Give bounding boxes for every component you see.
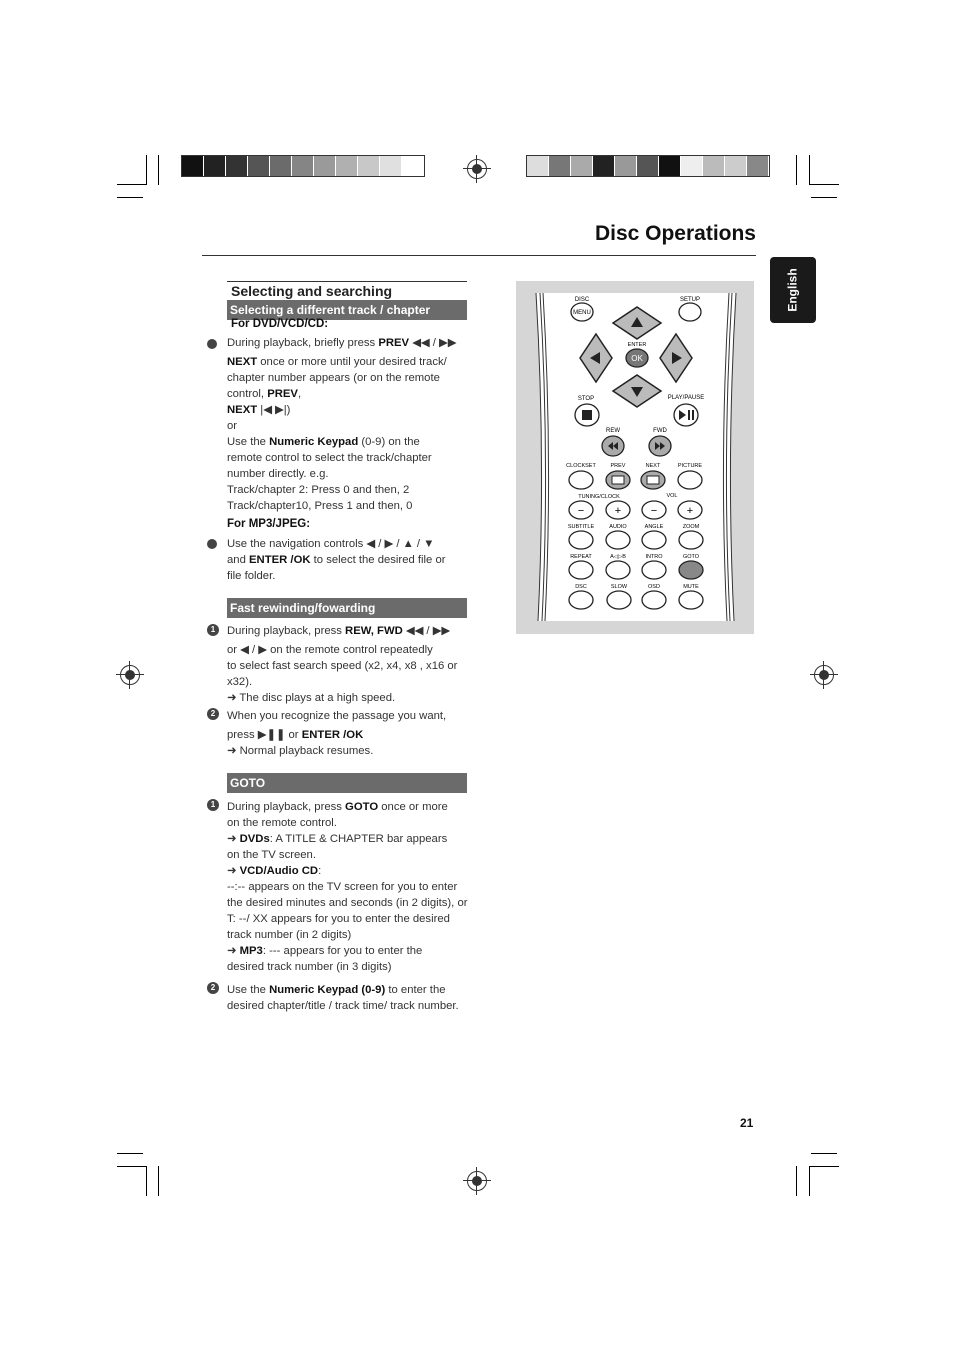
text-line: During playback, press REW, FWD ◀◀ / ▶▶ — [227, 625, 451, 637]
page-title: Disc Operations — [594, 222, 756, 245]
tuning-label: TUNING/CLOCK — [578, 494, 620, 500]
text-line: on the TV screen. — [227, 849, 316, 861]
setup-button — [679, 303, 701, 321]
text-line: track number (in 2 digits) — [227, 929, 352, 941]
osd-label: OSD — [648, 584, 660, 590]
text-line: Track/chapter10, Press 1 and then, 0 — [227, 500, 413, 512]
text-line: During playback, press GOTO once or more — [227, 801, 448, 813]
stop-label: STOP — [577, 396, 595, 402]
text-line: NEXT once or more until your desired track/ — [227, 356, 447, 368]
intro-label: INTRO — [645, 554, 663, 560]
text-line: T: --/ XX appears for you to enter the desired — [227, 913, 450, 925]
step-2-icon: 2 — [207, 982, 219, 994]
text-line: --:-- appears on the TV screen for you to enter — [227, 881, 458, 893]
text-line: control, PREV, — [227, 388, 302, 400]
text-line: ➜ DVDs: A TITLE & CHAPTER bar appears — [227, 833, 448, 845]
text-line: on the remote control. — [227, 817, 337, 829]
mp3-heading: For MP3/JPEG: — [227, 518, 311, 530]
step-2-icon: 2 — [207, 708, 219, 720]
registration-mark-icon — [814, 665, 834, 685]
mute-label: MUTE — [683, 584, 699, 590]
ok-label: OK — [631, 354, 643, 363]
disc-label: DISC — [574, 297, 590, 303]
enter-label: ENTER — [627, 342, 647, 348]
text-line: and ENTER /OK to select the desired file or — [227, 554, 446, 566]
registration-mark-icon — [467, 159, 487, 179]
text-line: Use the navigation controls ◀ / ▶ / ▲ / ▼ — [227, 538, 435, 550]
text-line: ➜ MP3: --- appears for you to enter the — [227, 945, 423, 957]
registration-mark-icon — [467, 1171, 487, 1191]
svg-text:−: − — [577, 505, 585, 517]
fast-search-step-2 — [227, 708, 471, 759]
dvd-instructions — [227, 335, 471, 514]
goto-label: GOTO — [682, 554, 700, 560]
subtitle-label: SUBTITLE — [567, 524, 595, 530]
slow-label: SLOW — [610, 584, 628, 590]
page-number: 21 — [740, 1116, 754, 1130]
svg-text:−: − — [650, 505, 658, 517]
subsection-header-fast-search: Fast rewinding/fowarding — [227, 598, 467, 618]
goto-step-2 — [227, 982, 471, 1014]
text-line: to select fast search speed (x2, x4, x8 , x16 or — [227, 660, 458, 672]
text-line: ➜ Normal playback resumes. — [227, 745, 374, 757]
bullet-icon — [207, 539, 217, 549]
ab-label: A◁▷B — [610, 554, 626, 560]
goto-button — [679, 561, 703, 579]
color-bar-right — [526, 155, 770, 177]
text-line: x32). — [227, 676, 253, 688]
play-pause-label: PLAY/PAUSE — [667, 395, 705, 401]
text-line: Use the Numeric Keypad (0-9) to enter the — [227, 984, 446, 996]
dsc-label: DSC — [575, 584, 587, 590]
mp3-instructions — [227, 536, 471, 584]
clockset-button — [569, 471, 593, 489]
next-label: NEXT — [645, 463, 661, 469]
text-line: remote control to select the track/chapter — [227, 452, 432, 464]
menu-label: MENU — [573, 310, 591, 316]
text-line: desired chapter/title / track time/ track number. — [227, 1000, 459, 1012]
section-divider — [227, 281, 467, 282]
language-tab-label: English — [786, 268, 800, 312]
registration-mark-icon — [120, 665, 140, 685]
prev-label: PREV — [610, 463, 626, 469]
zoom-label: ZOOM — [682, 524, 700, 530]
svg-text:+: + — [614, 505, 622, 517]
svg-text:+: + — [686, 505, 694, 517]
text-line: Use the Numeric Keypad (0-9) on the — [227, 436, 420, 448]
section-title: Selecting and searching — [231, 283, 393, 299]
picture-label: PICTURE — [677, 463, 703, 469]
subsection-header-track: Selecting a different track / chapter — [227, 300, 467, 320]
text-line: When you recognize the passage you want, — [227, 710, 447, 722]
angle-label: ANGLE — [644, 524, 664, 530]
text-line: or ◀ / ▶ on the remote control repeatedly — [227, 644, 433, 656]
fwd-label: FWD — [653, 428, 667, 434]
vol-label: VOL — [666, 493, 678, 499]
repeat-label: REPEAT — [570, 554, 592, 560]
text-line: During playback, briefly press PREV ◀◀ / ▶▶ — [227, 337, 457, 349]
text-line: ➜ The disc plays at a high speed. — [227, 692, 396, 704]
picture-button — [678, 471, 702, 489]
goto-step-1 — [227, 799, 471, 975]
clockset-label: CLOCKSET — [566, 463, 596, 469]
text-line: Track/chapter 2: Press 0 and then, 2 — [227, 484, 410, 496]
stop-icon — [582, 410, 592, 420]
remote-control-illustration — [516, 281, 754, 634]
bullet-icon — [207, 339, 217, 349]
title-divider — [202, 255, 756, 256]
text-line: ➜ VCD/Audio CD: — [227, 865, 322, 877]
text-line: file folder. — [227, 570, 276, 582]
text-line: number directly. e.g. — [227, 468, 329, 480]
subsection-header-goto: GOTO — [227, 773, 467, 793]
text-line: the desired minutes and seconds (in 2 digits), or — [227, 897, 468, 909]
text-line: press ▶❚❚ or ENTER /OK — [227, 729, 364, 741]
color-bar-left — [181, 155, 425, 177]
text-line: desired track number (in 3 digits) — [227, 961, 392, 973]
rew-label: REW — [606, 428, 620, 434]
audio-label: AUDIO — [609, 524, 627, 530]
text-line: NEXT |◀ ▶|) — [227, 404, 291, 416]
step-1-icon: 1 — [207, 799, 219, 811]
fast-search-step-1 — [227, 623, 471, 706]
text-line: chapter number appears (or on the remote — [227, 372, 440, 384]
step-1-icon: 1 — [207, 624, 219, 636]
setup-label: SETUP — [679, 297, 701, 303]
dvd-heading: For DVD/VCD/CD: — [231, 318, 329, 330]
text-line: or — [227, 420, 238, 432]
